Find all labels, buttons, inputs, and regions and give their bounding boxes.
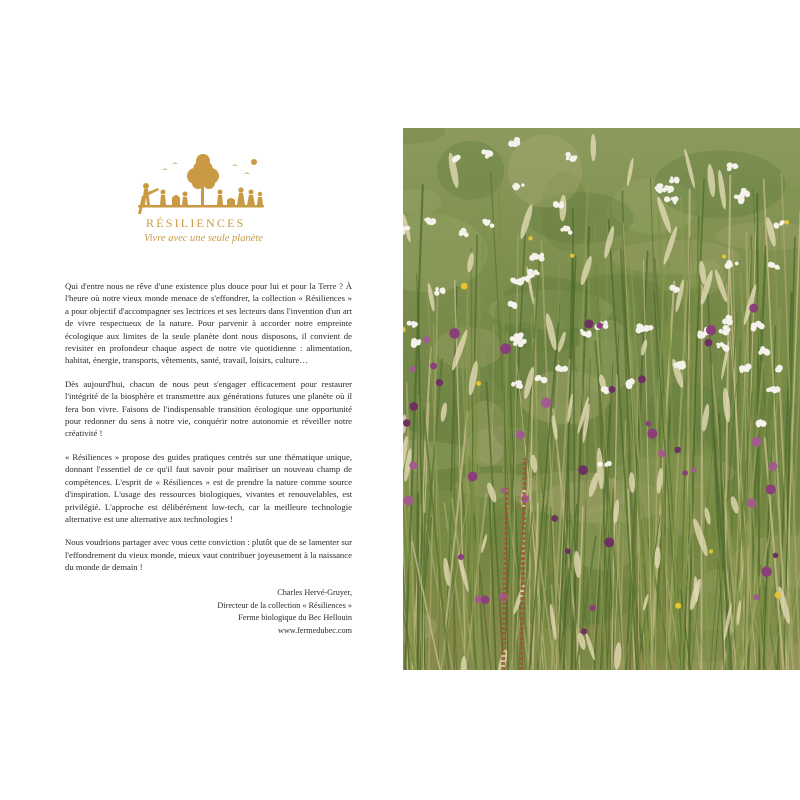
signature-role: Directeur de la collection « Résiliences » (217, 600, 352, 610)
signature-farm: Ferme biologique du Bec Hellouin (238, 613, 352, 623)
signature-name: Charles Hervé-Gruyer, (277, 588, 352, 597)
wildflower-meadow-photo (403, 128, 800, 670)
paragraph: Qui d'entre nous ne rêve d'une existence plus douce pour lui et pour la Terre ? À l'heure où notre vieux monde menace de s'effondrer, la collection « Résiliences » a pour objectif d'accompagner ses lectrices et ses lecteurs dans l'invention d'un art de vivre respectueux de la nature. Pour parvenir à accorder notre empreinte écologique aux limites de la seule planète dont nous disposons, il convient de revisiter en profondeur chaque aspect de notre vie quotidienne : alimentation, habitat, énergie, transports, vêtements, santé, travail, loisirs, culture… (65, 281, 352, 366)
collection-presentation-text (65, 280, 352, 585)
logo-tagline: Vivre avec une seule planète (144, 233, 263, 244)
signature-website: www.fermedubec.com (277, 625, 352, 635)
logo-wordmark: RÉSILIENCES (146, 216, 246, 230)
paragraph: Dès aujourd'hui, chacun de nous peut s'engager efficacement pour restaurer l'intégrité de la biosphère et transmettre aux générations futures une planète où il fera bon vivre. Faisons de l'indispensable transition écologique une opportunité pour redonner du sens à notre vie, conquérir notre autonomie et réveiller notre créativité ! (65, 378, 352, 439)
logo-illustration (132, 152, 274, 214)
collection-logo (132, 152, 274, 252)
signature-block (152, 587, 352, 637)
paragraph: Nous voudrions partager avec vous cette conviction : plutôt que de se lamenter sur l'effondrement du vieux monde, mieux vaut contribuer joyeusement à la naissance du monde de demain ! (65, 537, 352, 573)
paragraph: « Résiliences » propose des guides pratiques centrés sur une thématique unique, donnant l'essentiel de ce qu'il faut savoir pour maîtriser un nouveau champ de compétences. L'esprit de « Résiliences » est de prendre la nature comme source d'inspiration. L'usage des ressources biologiques, vivantes et renouvelables, est privilégié. L'approche est délibérément low-tech, car la meilleure technologie alternative est une alternative aux technologies ! (65, 451, 352, 524)
meadow-illustration (403, 128, 800, 670)
